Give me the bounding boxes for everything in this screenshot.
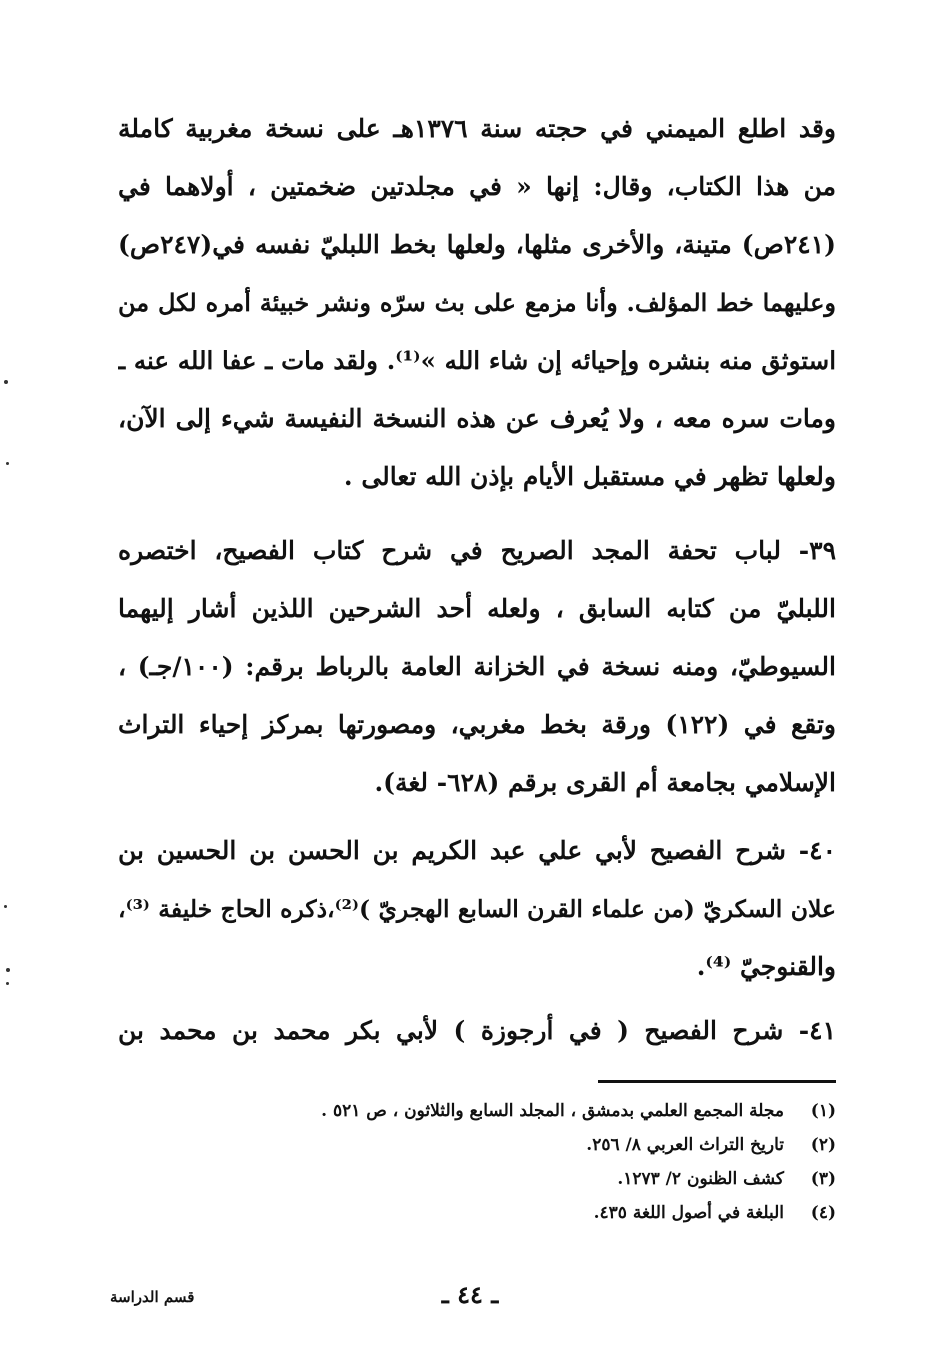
text-line: وقد اطلع الميمني في حجته سنة ١٣٧٦هـ على نسخة مغربية كاملة: [118, 114, 836, 143]
text-line: اللبليّ من كتابه السابق ، ولعله أحد الشرحين اللذين أشار إليهما: [118, 594, 836, 623]
text-line: السيوطيّ، ومنه نسخة في الخزانة العامة بالرباط برقم: (١٠٠/جـ) ،: [118, 652, 836, 681]
scan-speck: [4, 905, 7, 908]
paragraph-2: [118, 522, 836, 812]
footnote-3: [200, 1164, 836, 1198]
footnote-number: (٣): [810, 1169, 836, 1189]
footnote-number: (٤): [810, 1203, 836, 1223]
footnote-2: [200, 1130, 836, 1164]
text-line: استوثق منه بنشره وإحيائه إن شاء الله »⁽¹⁾. ولقد مات ـ عفا الله عنه ـ: [118, 346, 836, 375]
text-line: ٣٩- لباب تحفة المجد الصريح في شرح كتاب الفصيح، اختصره: [118, 536, 836, 565]
text-line: والقنوجيّ ⁽⁴⁾.: [696, 952, 836, 981]
text-line: من هذا الكتاب، وقال: إنها « في مجلدتين ضخمتين ، أولاهما في: [118, 172, 836, 201]
text-line: علان السكريّ (من علماء القرن السابع الهجريّ )⁽²⁾،ذكره الحاج خليفة ⁽³⁾،: [118, 895, 836, 923]
footnote-separator: [598, 1080, 836, 1083]
footnote-number: (١): [810, 1101, 836, 1121]
footnote-number: (٢): [810, 1135, 836, 1155]
text-line: (٢٤١ص) متينة، والأخرى مثلها، ولعلها بخط اللبليّ نفسه في(٢٤٧ص): [118, 230, 836, 259]
footnote-1: [200, 1096, 836, 1130]
text-line: وتقع في (١٢٢) ورقة بخط مغربي، ومصورتها بمركز إحياء التراث: [118, 710, 836, 739]
page-number: ـ ٤٤ ـ: [441, 1280, 499, 1309]
text-line: ولعلها تظهر في مستقبل الأيام بإذن الله تعالى .: [343, 462, 836, 491]
scan-speck: [6, 982, 9, 985]
text-line: ومات سره معه ، ولا يُعرف عن هذه النسخة النفيسة شيء إلى الآن،: [118, 404, 836, 433]
footnote-text: تاريخ التراث العربي ٨/ ٢٥٦.: [586, 1135, 784, 1155]
footnote-text: مجلة المجمع العلمي بدمشق ، المجلد السابع والثلاثون ، ص ٥٢١ .: [321, 1101, 784, 1121]
scan-speck: [6, 462, 9, 465]
running-title: قسم الدراسة: [110, 1288, 195, 1306]
scan-speck: [4, 380, 8, 384]
footnote-4: [200, 1198, 836, 1232]
footnote-text: البلغة في أصول اللغة ٤٣٥.: [593, 1203, 784, 1223]
text-line: ٤١- شرح الفصيح ( في أرجوزة ) لأبي بكر محمد بن محمد بن: [118, 1016, 836, 1045]
text-line: ٤٠- شرح الفصيح لأبي علي عبد الكريم بن الحسن بن الحسين بن: [118, 836, 836, 865]
scan-speck: [6, 968, 10, 972]
text-line: وعليهما خط المؤلف. وأنا مزمع على بث سرّه ونشر خبيئة أمره لكل من: [118, 288, 836, 317]
footnote-text: كشف الظنون ٢/ ١٢٧٣.: [617, 1169, 784, 1189]
paragraph-3: [118, 822, 836, 996]
footnotes: [200, 1096, 836, 1232]
paragraph-4: [118, 1002, 836, 1060]
paragraph-1: [118, 100, 836, 506]
text-line: الإسلامي بجامعة أم القرى برقم (٦٢٨- لغة).: [374, 768, 836, 797]
